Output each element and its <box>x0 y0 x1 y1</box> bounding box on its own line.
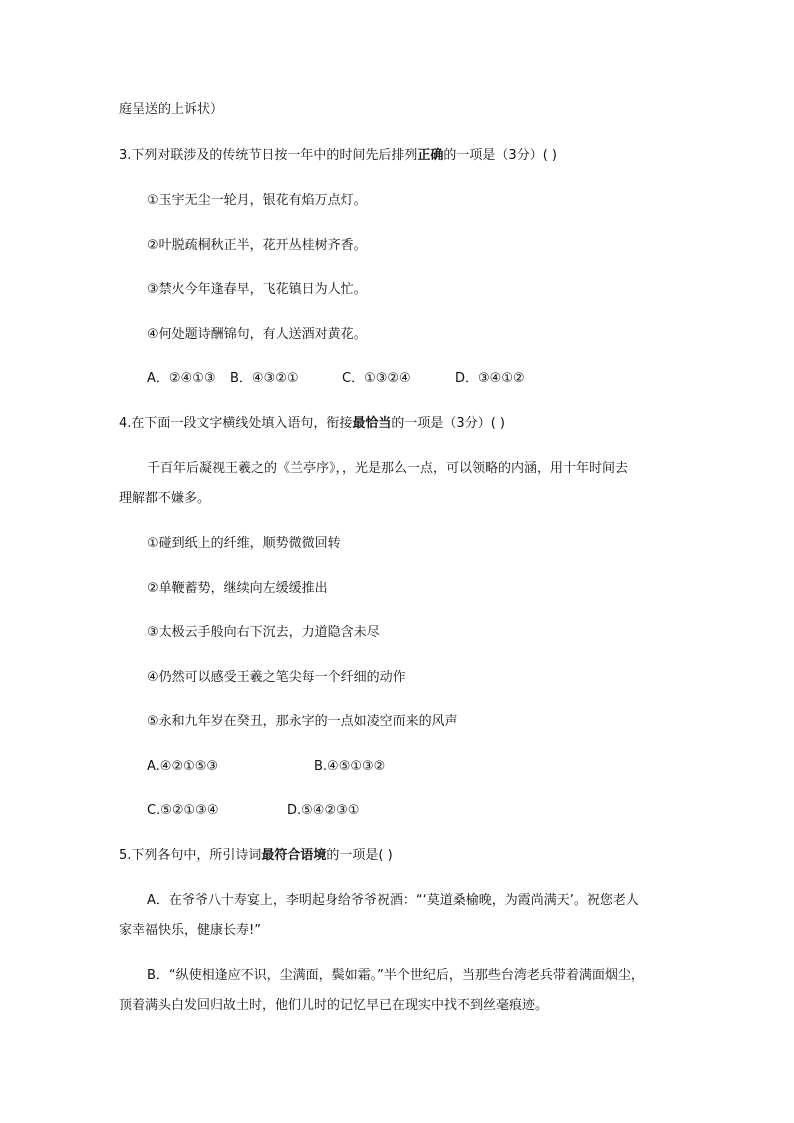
q5-stem-pre: 5.下列各句中，所引诗词 <box>119 848 262 863</box>
q4-stem <box>119 414 505 434</box>
q4-passage-line2: 理解都不嫌多。 <box>119 491 211 506</box>
q5-stem-post: 的一项是( ) <box>326 848 393 863</box>
intro-tail: 庭呈送的上诉状） <box>119 102 224 117</box>
q3-option-b: B．④③②① <box>230 371 299 386</box>
q3-item-3: ③禁火今年逢春早，飞花镇日为人忙。 <box>147 282 367 297</box>
q5-option-a-line1: A．在爷爷八十寿宴上，李明起身给爷爷祝酒：“‘莫道桑榆晚，为霞尚满天’。祝您老人 <box>147 893 639 908</box>
q4-option-b: B.④⑤①③② <box>314 759 386 774</box>
q5-option-b-line1: B．“纵使相逢应不识，尘满面，鬓如霜。”半个世纪后，当那些台湾老兵带着满面烟尘， <box>147 968 644 983</box>
q5-stem-bold: 最符合语境 <box>261 848 327 863</box>
q4-item-2: ②单鞭蓄势，继续向左缓缓推出 <box>147 581 328 596</box>
q4-item-4: ④仍然可以感受王羲之笔尖每一个纤细的动作 <box>147 670 406 685</box>
q4-item-5: ⑤永和九年岁在癸丑，那永字的一点如凌空而来的风声 <box>147 714 458 729</box>
q3-item-4: ④何处题诗酬锦句，有人送酒对黄花。 <box>147 327 367 342</box>
q5-option-b-line2: 顶着满头白发回归故土时，他们儿时的记忆早已在现实中找不到丝毫痕迹。 <box>119 998 549 1013</box>
q3-stem <box>119 146 557 166</box>
q4-item-3: ③太极云手般向右下沉去，力道隐含未尽 <box>147 625 380 640</box>
q3-option-c: C．①③②④ <box>342 371 411 386</box>
q4-option-c: C.⑤②①③④ <box>147 803 219 818</box>
q3-option-a: A．②④①③ <box>147 371 216 386</box>
q3-item-2: ②叶脱疏桐秋正半，花开丛桂树齐香。 <box>147 238 367 253</box>
q3-option-d: D．③④①② <box>455 371 525 386</box>
q5-stem <box>119 846 393 866</box>
q3-stem-bold: 正确 <box>417 148 444 163</box>
q5-option-a-line2: 家幸福快乐，健康长寿!” <box>119 923 261 938</box>
q3-item-1: ①玉宇无尘一轮月，银花有焰万点灯。 <box>147 193 367 208</box>
q4-stem-pre: 4.在下面一段文字横线处填入语句，衔接 <box>119 416 353 431</box>
q4-stem-bold: 最恰当 <box>352 416 392 431</box>
q3-stem-pre: 3.下列对联涉及的传统节日按一年中的时间先后排列 <box>119 148 418 163</box>
q4-stem-post: 的一项是（3分）( ) <box>391 416 505 431</box>
q4-option-d: D.⑤④②③① <box>287 803 360 818</box>
q4-passage-line1: 千百年后凝视王羲之的《兰亭序》，，光是那么一点，可以领略的内涵，用十年时间去 <box>147 461 629 476</box>
q3-stem-post: 的一项是（3分）( ) <box>443 148 557 163</box>
q4-option-a: A.④②①⑤③ <box>147 759 219 774</box>
q4-item-1: ①碰到纸上的纤维，顺势微微回转 <box>147 536 341 551</box>
